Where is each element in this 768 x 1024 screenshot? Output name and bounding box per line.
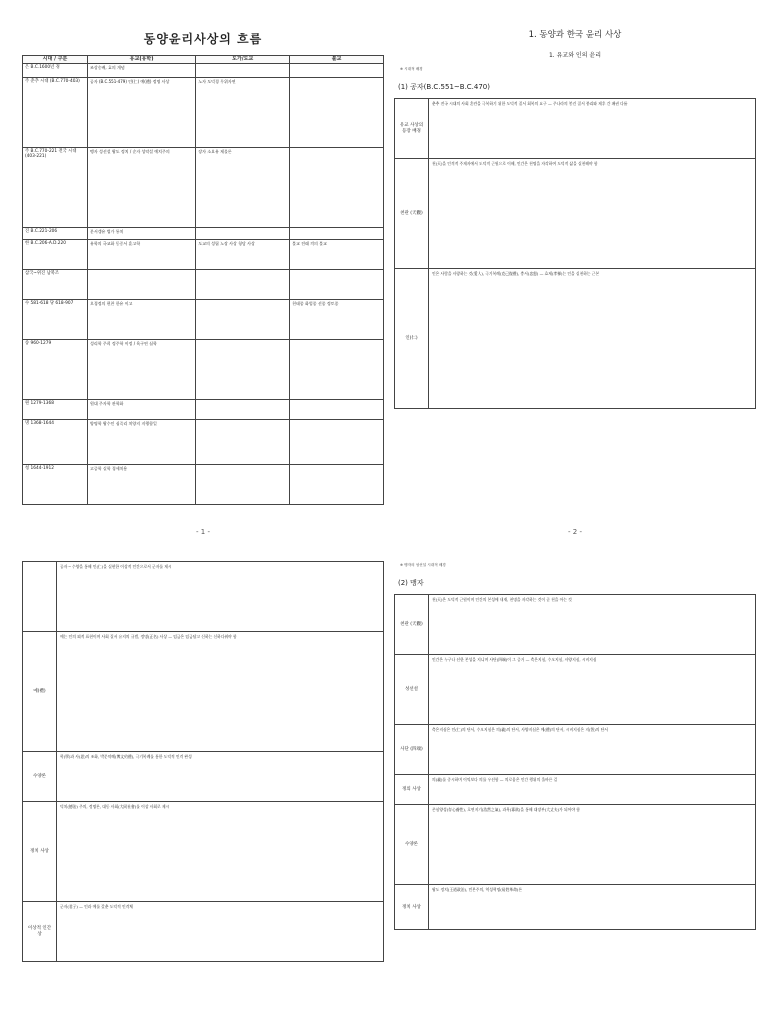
era-cell: 주 B.C.770-221 전국 시대 (403-221)	[23, 148, 88, 228]
table-cell: 성리학 주희 정주학 이정 / 육구연 심학	[87, 340, 195, 400]
table-cell: 장자 소요유 제물론	[196, 148, 290, 228]
philosophy-table	[394, 594, 756, 930]
row-label: 정치 사상	[23, 802, 57, 902]
page-confucius	[394, 20, 756, 540]
row-text: 의(義)를 중시하며 이익보다 의를 우선함 — 의로움은 인간 행위의 올바른 길	[429, 775, 756, 805]
row-text: 인은 사람을 사랑하는 것(愛人), 극기복례(克己復禮), 충서(忠恕) — 효제(孝悌)는 인을 실천하는 근본	[429, 269, 756, 409]
row-text: 측은지심은 인(仁)의 단서, 수오지심은 의(義)의 단서, 사양지심은 예(禮)의 단서, 시비지심은 지(智)의 단서	[429, 725, 756, 775]
era-cell: 청 1644-1912	[23, 465, 88, 505]
row-text: 천(天)을 인격적 주재자에서 도덕적 근원으로 이해, 인간은 천명을 자각하여 도덕적 삶을 실천해야 함	[429, 159, 756, 269]
page-number: - 1 -	[196, 528, 210, 536]
era-cell: 진 B.C.221-206	[23, 228, 88, 240]
page-chronology	[22, 20, 384, 540]
section-heading: (1) 공자(B.C.551~B.C.470)	[398, 83, 490, 92]
row-text: 덕치(德治) 주의, 정명론, 대동 사회(大同社會)를 이상 사회로 제시	[57, 802, 384, 902]
philosophy-table	[22, 561, 384, 962]
chronology-table	[22, 55, 384, 505]
row-label: 정의 사상	[395, 775, 429, 805]
page-mencius	[394, 555, 756, 1024]
row-text: 존심양성(存心養性), 호연지기(浩然之氣), 과욕(寡欲)을 통해 대장부(大丈夫)가 되어야 함	[429, 805, 756, 885]
era-cell: 주 춘추 시대 (B.C.770-403)	[23, 78, 88, 148]
era-cell: 명 1368-1644	[23, 420, 88, 465]
row-label: 정치 사상	[395, 885, 429, 930]
era-cell: 수 581-618 당 618-907	[23, 300, 88, 340]
page-number: - 2 -	[568, 528, 582, 536]
row-label: 수양론	[395, 805, 429, 885]
table-cell: 도교의 성립 노장 사상 청담 사상	[196, 240, 290, 270]
background-notes	[394, 59, 756, 72]
header-era: 시대 / 구분	[23, 56, 88, 64]
chapter-title: 1. 동양과 한국 윤리 사상	[528, 30, 622, 40]
era-cell: 한 B.C.206-A.D.220	[23, 240, 88, 270]
row-label: 천관 (天觀)	[395, 595, 429, 655]
table-cell: 불교 전래 격의 불교	[290, 240, 384, 270]
row-label: 수양론	[23, 752, 57, 802]
section-heading: (2) 맹자	[398, 579, 424, 588]
row-label: 천관 (天觀)	[395, 159, 429, 269]
row-label: 예(禮)	[23, 632, 57, 752]
table-cell: 원대 주자학 관학화	[87, 400, 195, 420]
row-text: 춘추 전국 시대의 사회 혼란을 극복하기 위한 도덕적 질서 회복의 요구 — 주나라의 봉건 질서 붕괴와 제후 간 패권 다툼	[429, 99, 756, 159]
row-text: 인간은 누구나 선한 본성을 지니며 사단(四端)이 그 증거 — 측은지심, 수오지심, 사양지심, 시비지심	[429, 655, 756, 725]
philosophy-table	[394, 98, 756, 409]
row-text: 공자 ─ 수양을 통해 인(仁)을 실현한 이상적 인간으로서 군자를 제시	[57, 562, 384, 632]
row-text: 학(學)과 사(思)의 조화, 박문약례(博文約禮), 극기복례를 통한 도덕적 인격 완성	[57, 752, 384, 802]
row-text: 천(天)은 도덕적 근원이며 인간의 본성에 내재, 천명을 자각하는 것이 곧 천을 아는 것	[429, 595, 756, 655]
era-cell: 원 1279-1368	[23, 400, 88, 420]
table-cell: 공자 (B.C.551-479) 인(仁) 예(禮) 정명 사상	[87, 78, 195, 148]
era-cell: 송 960-1279	[23, 340, 88, 400]
notes-label: ※ 시대적 배경	[400, 67, 423, 71]
table-cell: 양명학 왕수인 심즉리 치양지 지행합일	[87, 420, 195, 465]
table-cell: 천태종 화엄종 선종 정토종	[290, 300, 384, 340]
table-cell: 유학의 국교화 동중서 훈고학	[87, 240, 195, 270]
table-cell: 맹자 성선설 왕도 정치 / 순자 성악설 예치주의	[87, 148, 195, 228]
table-cell: 고증학 실학 경세치용	[87, 465, 195, 505]
table-cell: 조상숭배, 효의 개념	[87, 64, 195, 78]
page-confucius-continued	[22, 555, 384, 1024]
row-label: 유교 사상의 등장 배경	[395, 99, 429, 159]
row-label: 이상적 인간상	[23, 902, 57, 962]
header-confucian: 유교(유학)	[87, 56, 195, 64]
era-cell: 삼국~위진 남북조	[23, 270, 88, 300]
page-title: 동양윤리사상의 흐름	[143, 32, 263, 46]
background-notes	[394, 555, 756, 568]
row-label: 성선설	[395, 655, 429, 725]
row-text: 예는 인의 외적 표현이며 사회 질서 유지의 규범, 정명(正名) 사상 — 임금은 임금답고 신하는 신하다워야 함	[57, 632, 384, 752]
header-buddhist: 불교	[290, 56, 384, 64]
notes-label: ※ 맹자의 성선설 시대적 배경	[400, 563, 446, 567]
table-cell: 분서갱유 법가 통치	[87, 228, 195, 240]
row-text: 왕도 정치(王道政治), 민본주의, 역성혁명(易姓革命)론	[429, 885, 756, 930]
era-cell: 은 B.C.1600년 경	[23, 64, 88, 78]
row-label	[23, 562, 57, 632]
header-taoist: 도가/도교	[196, 56, 290, 64]
section-subtitle: 1. 유교와 인의 윤리	[548, 52, 602, 59]
table-cell: 노자 도덕경 무위자연	[196, 78, 290, 148]
row-label: 사단 (四端)	[395, 725, 429, 775]
row-text: 군자(君子) — 인과 예를 갖춘 도덕적 인격체	[57, 902, 384, 962]
row-label: 인(仁)	[395, 269, 429, 409]
table-cell: 오경정의 편찬 한유 이고	[87, 300, 195, 340]
